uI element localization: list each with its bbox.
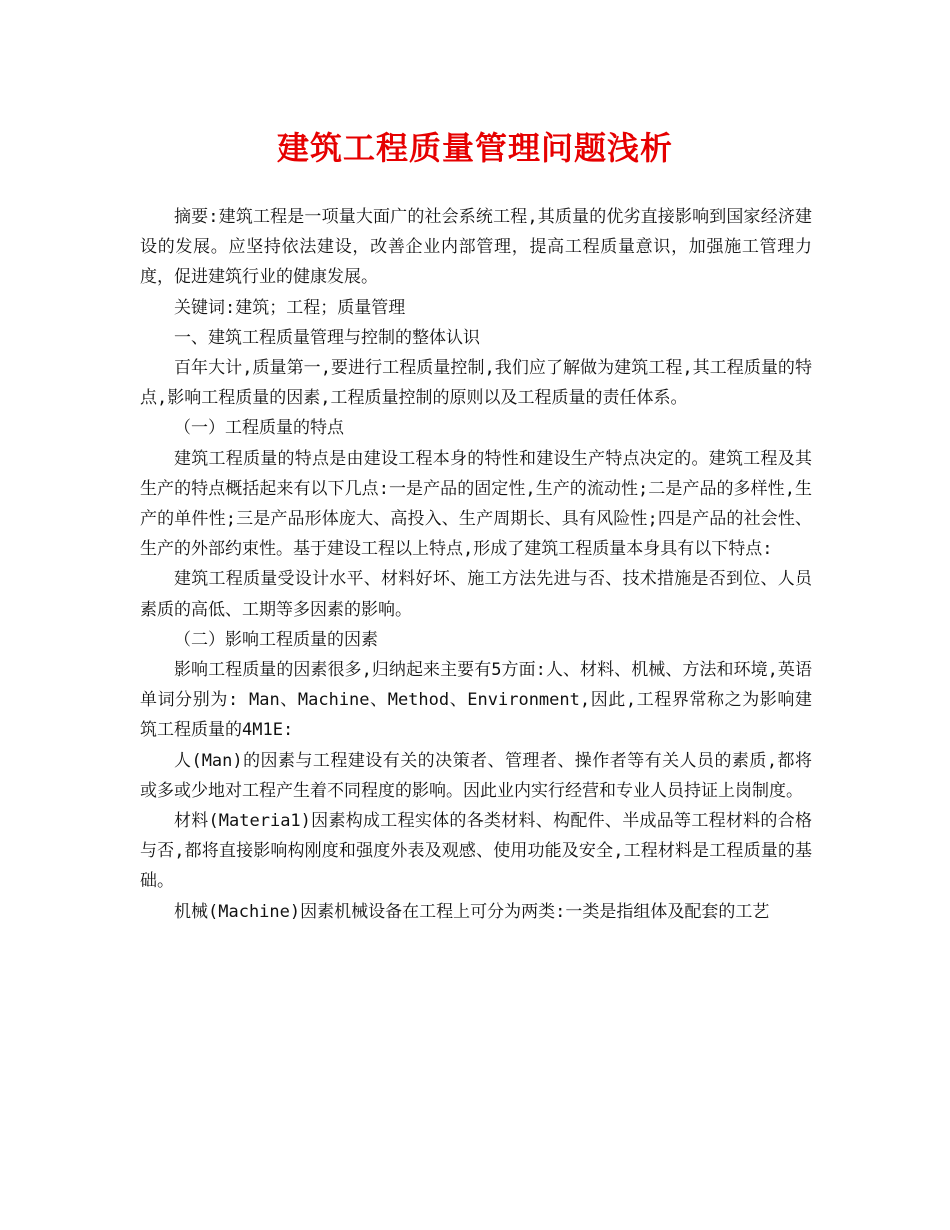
document-title: 建筑工程质量管理问题浅析 xyxy=(276,129,673,167)
subsection-heading-2: （二）影响工程质量的因素 xyxy=(174,629,378,650)
body-paragraph: 材料(Materia1)因素构成工程实体的各类材料、构配件、半成品等工程材料的合格与否,都将直接影响构刚度和强度外表及观感、使用功能及安全,工程材料是工程质量的基础。 xyxy=(140,811,812,892)
subsection-heading-1: （一）工程质量的特点 xyxy=(174,418,344,439)
abstract-paragraph: 摘要:建筑工程是一项量大面广的社会系统工程,其质量的优劣直接影响到国家经济建设的发展。应坚持依法建设，改善企业内部管理，提高工程质量意识，加强施工管理力度，促进建筑行业的健康发展。 xyxy=(140,207,812,288)
body-paragraph: 百年大计,质量第一,要进行工程质量控制,我们应了解做为建筑工程,其工程质量的特点,影响工程质量的因素,工程质量控制的原则以及工程质量的责任体系。 xyxy=(140,358,812,409)
document-body xyxy=(140,202,812,927)
body-paragraph: 建筑工程质量的特点是由建设工程本身的特性和建设生产特点决定的。建筑工程及其生产的特点概括起来有以下几点:一是产品的固定性,生产的流动性;二是产品的多样性,生产的单件性;三是产品形体庞大、高投入、生产周期长、具有风险性;四是产品的社会性、生产的外部约束性。基于建设工程以上特点,形成了建筑工程质量本身具有以下特点: xyxy=(140,448,812,560)
body-paragraph: 建筑工程质量受设计水平、材料好坏、施工方法先进与否、技术措施是否到位、人员素质的高低、工期等多因素的影响。 xyxy=(140,569,812,620)
section-heading-1: 一、建筑工程质量管理与控制的整体认识 xyxy=(174,327,480,348)
keywords-paragraph: 关键词:建筑；工程；质量管理 xyxy=(174,297,406,318)
body-paragraph: 人(Man)的因素与工程建设有关的决策者、管理者、操作者等有关人员的素质,都将或多或少地对工程产生着不同程度的影响。因此业内实行经营和专业人员持证上岗制度。 xyxy=(140,750,812,801)
body-paragraph: 机械(Machine)因素机械设备在工程上可分为两类:一类是指组体及配套的工艺 xyxy=(174,901,770,922)
body-paragraph: 影响工程质量的因素很多,归纳起来主要有5方面:人、材料、机械、方法和环境,英语单词分别为: Man、Machine、Method、Environment,因此,工程界常称之为影响建筑工程质量的4M1E: xyxy=(140,660,812,741)
